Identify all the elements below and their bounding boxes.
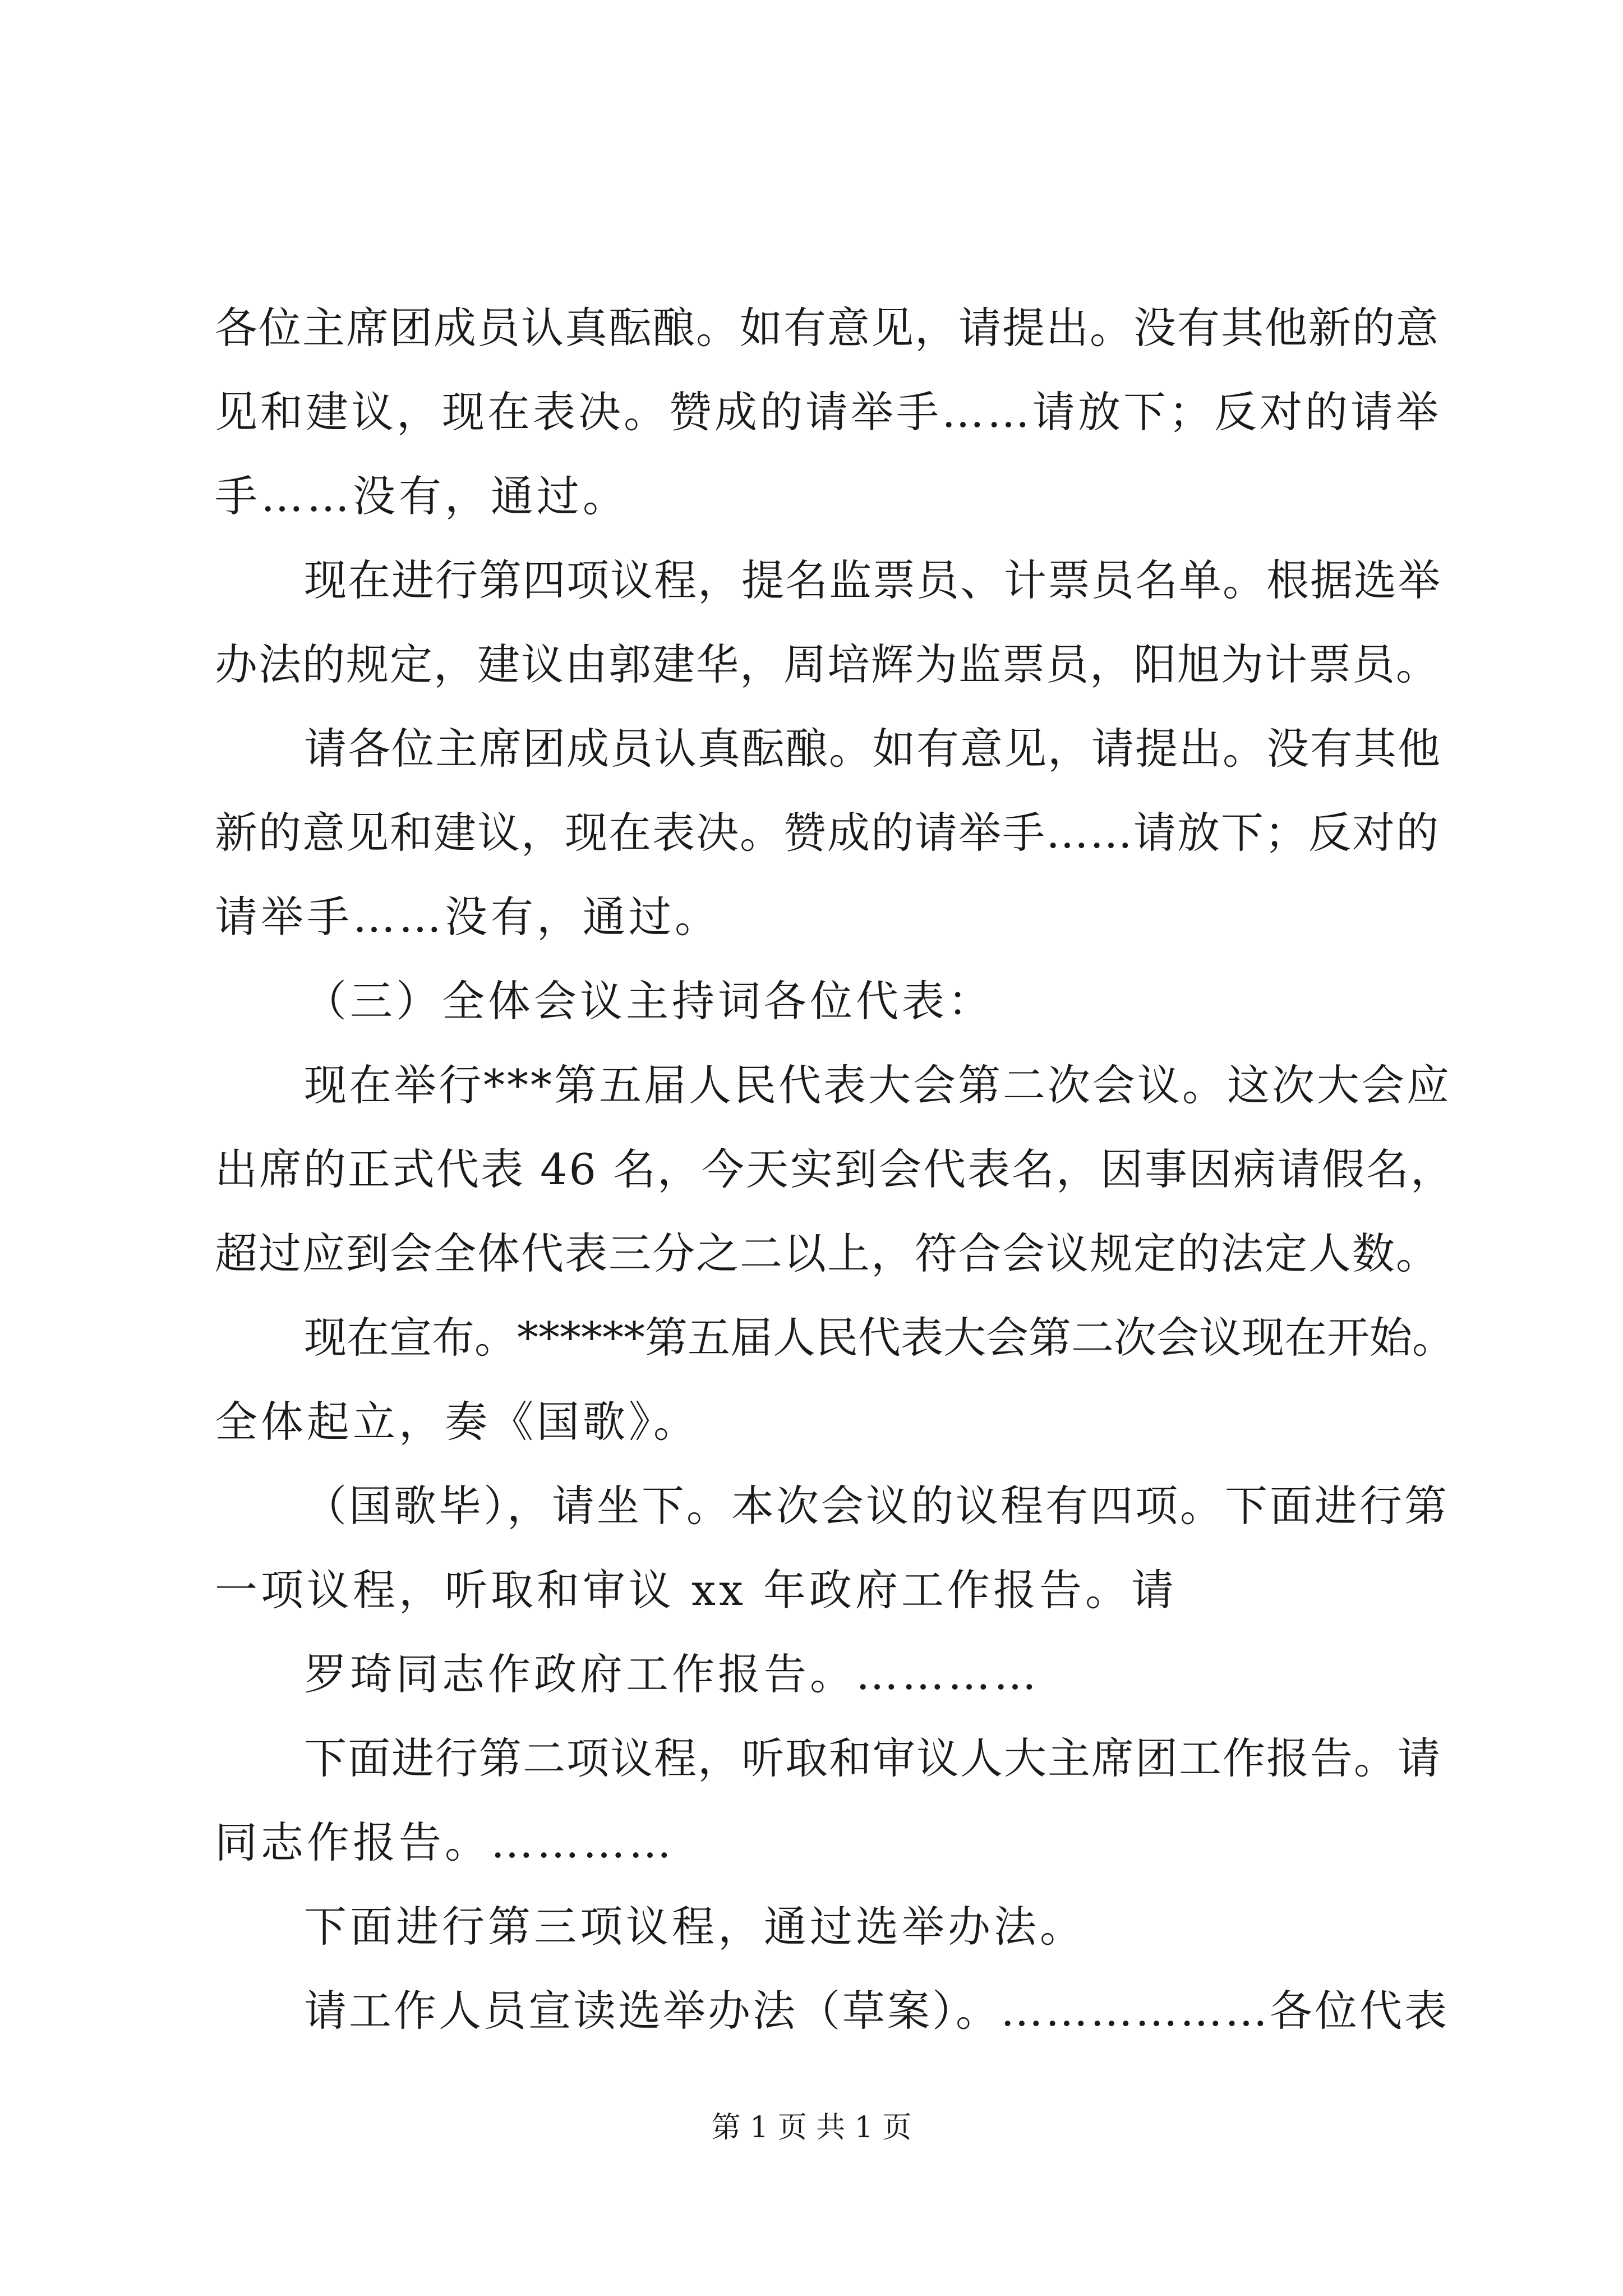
text-line: 全体起立，奏《国歌》。: [215, 1397, 699, 1447]
text-line: 罗琦同志作政府工作报告。…………: [304, 1649, 1040, 1699]
text-line: （国歌毕），请坐下。本次会议的议程有四项。下面进行第: [304, 1481, 1449, 1531]
text-line: 超过应到会全体代表三分之二以上，符合会议规定的法定人数。: [215, 1228, 1440, 1278]
text-line: 请举手……没有，通过。: [215, 892, 721, 942]
section-heading: （三）全体会议主持词各位代表：: [304, 976, 994, 1026]
text-line: 现在进行第四项议程，提名监票员、计票员名单。根据选举: [304, 555, 1441, 605]
text-line: 出席的正式代表 46 名，今天实到会代表名，因事因病请假名，: [215, 1144, 1455, 1194]
text-line: 一项议程，听取和审议 xx 年政府工作报告。请: [215, 1565, 1178, 1615]
text-line: 下面进行第三项议程，通过选举办法。: [304, 1902, 1086, 1952]
text-line: 下面进行第二项议程，听取和审议人大主席团工作报告。请: [304, 1733, 1441, 1783]
text-line: 办法的规定，建议由郭建华，周培辉为监票员，阳旭为计票员。: [215, 639, 1440, 689]
text-line: 现在宣布。******第五届人民代表大会第二次会议现在开始。: [304, 1313, 1455, 1363]
text-line: 同志作报告。…………: [215, 1818, 675, 1867]
text-line: 请各位主席团成员认真酝酿。如有意见，请提出。没有其他: [304, 724, 1441, 774]
text-line: 现在举行***第五届人民代表大会第二次会议。这次大会应: [304, 1060, 1451, 1110]
text-line: 见和建议，现在表决。赞成的请举手……请放下；反对的请举: [215, 387, 1441, 437]
text-line: 各位主席团成员认真酝酿。如有意见，请提出。没有其他新的意: [215, 303, 1440, 353]
text-line: 手……没有，通过。: [215, 471, 629, 521]
text-line: 新的意见和建议，现在表决。赞成的请举手……请放下；反对的: [215, 808, 1440, 858]
page-number-footer: 第 1 页 共 1 页: [711, 2111, 912, 2145]
text-line: 请工作人员宣读选举办法（草案）。………………各位代表: [304, 1986, 1449, 2036]
